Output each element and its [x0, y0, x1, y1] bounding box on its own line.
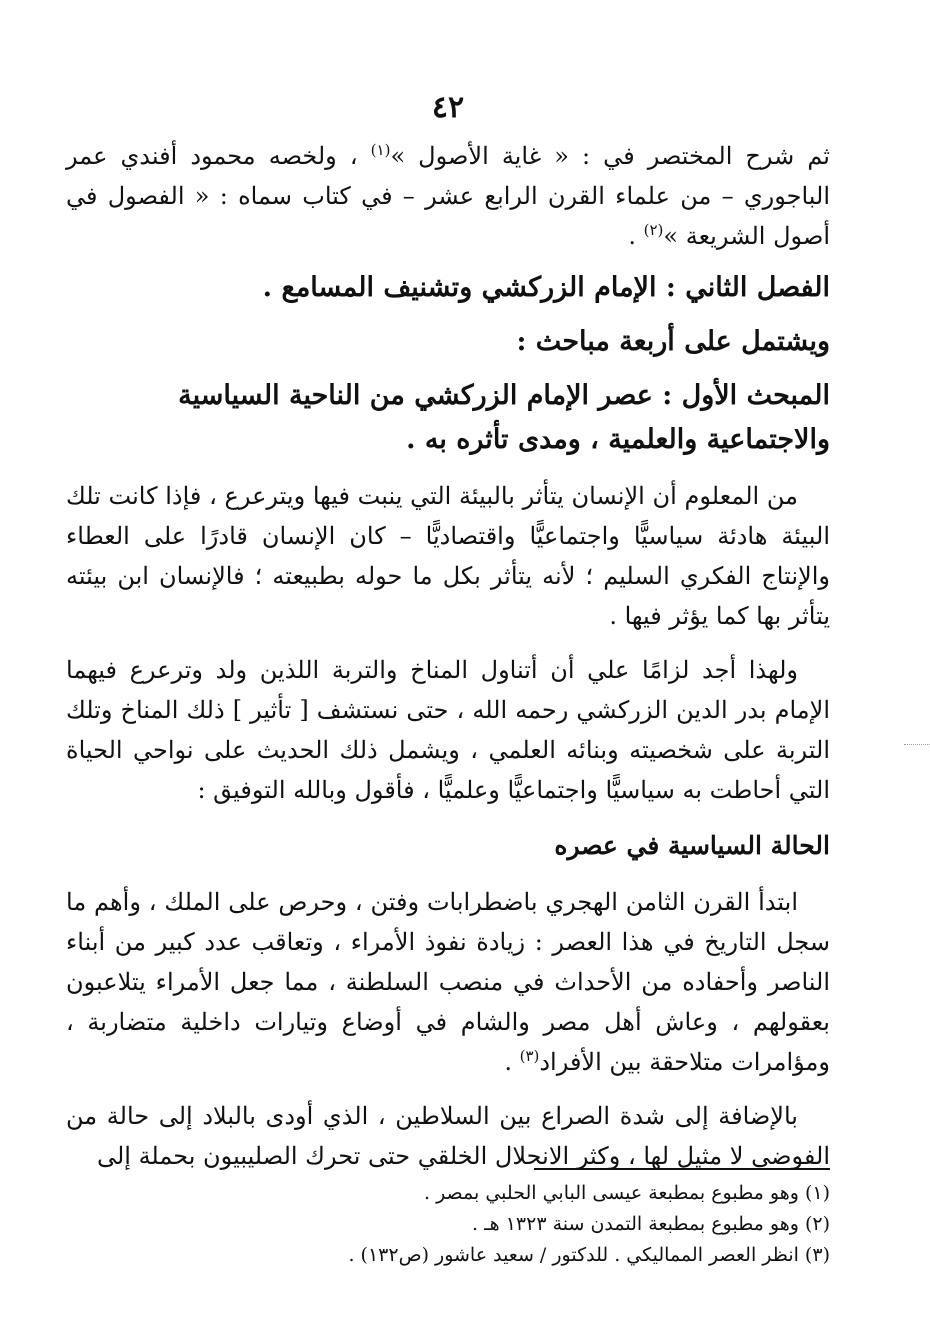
- intro-text-end: .: [628, 222, 644, 250]
- chapter-subtitle: ويشتمل على أربعة مباحث :: [516, 326, 830, 357]
- political-text: ابتدأ القرن الثامن الهجري باضطرابات وفتن ، وحرص على الملك ، وأهم ما سجل التاريخ في هذا العصر : زيادة نفوذ الأمراء ، وتعاقب عدد كبير من أبناء الناصر وأحفاده من الأحداث في منصب السلطنة ، مما جعل الأمراء يتلاعبون بعقولهم ، وعاش أهل مصر والشام في أوضاع وتيارات داخلية متضاربة ، ومؤامرات متلاحقة بين الأفراد: [66, 888, 830, 1076]
- scan-artifact-mark: [904, 744, 930, 745]
- intro-text-part1: ثم شرح المختصر في : « غاية الأصول »: [390, 142, 830, 170]
- footnotes: [66, 1178, 830, 1271]
- footnote-2: (٢) وهو مطبوع بمطبعة التمدن سنة ١٣٢٣ هـ .: [472, 1213, 830, 1235]
- footnote-ref-3[interactable]: (٣): [519, 1047, 540, 1065]
- chapter-title: الفصل الثاني : الإمام الزركشي وتشنيف المسامع .: [262, 272, 830, 303]
- paragraph-political: [66, 882, 830, 1082]
- paragraph-environment: من المعلوم أن الإنسان يتأثر بالبيئة التي ينبت فيها ويترعرع ، فإذا كانت تلك البيئة هادئة سياسيًّا واجتماعيًّا واقتصاديًّا – كان الإنسان قادرًا على العطاء والإنتاج الفكري السليم ؛ لأنه يتأثر بكل ما حوله بطبيعته ؛ فالإنسان ابن بيئته يتأثر بها كما يؤثر فيها .: [66, 482, 830, 630]
- paragraph-method: ولهذا أجد لزامًا علي أن أتناول المناخ والتربة اللذين ولد وترعرع فيهما الإمام بدر الدين الزركشي رحمه الله ، حتى نستشف [ تأثير ] ذلك المناخ وتلك التربة على شخصيته وبنائه العلمي ، ويشمل ذلك الحديث على نواحي الحياة التي أحاطت به سياسيًّا واجتماعيًّا وعلميًّا ، فأقول وبالله التوفيق :: [66, 656, 830, 804]
- footnote-3: (٣) انظر العصر المماليكي . للدكتور / سعيد عاشور (ص١٣٢) .: [348, 1244, 830, 1266]
- political-heading: الحالة السياسية في عصره: [554, 831, 830, 860]
- page-number: ٤٢: [431, 90, 465, 125]
- political-text-end: .: [504, 1048, 520, 1076]
- footnote-ref-2[interactable]: (٢): [643, 221, 664, 239]
- footnote-ref-1[interactable]: (١): [370, 141, 391, 159]
- footnote-divider: [534, 1168, 830, 1170]
- intro-text-part2: ، ولخصه محمود أفندي عمر الباجوري – من علماء القرن الرابع عشر – في كتاب سماه : « الفصول في أصول الشريعة »: [66, 142, 830, 250]
- footnote-1: (١) وهو مطبوع بمطبعة عيسى البابي الحلبي بمصر .: [423, 1182, 830, 1204]
- intro-paragraph: [66, 136, 830, 256]
- section-title: المبحث الأول : عصر الإمام الزركشي من الناحية السياسية والاجتماعية والعلمية ، ومدى تأثره به .: [178, 380, 830, 455]
- paragraph-conflict: بالإضافة إلى شدة الصراع بين السلاطين ، الذي أودى بالبلاد إلى حالة من الفوضى لا مثيل لها ، وكثر الانحلال الخلقي حتى تحرك الصليبيون بحملة إلى: [66, 1102, 830, 1170]
